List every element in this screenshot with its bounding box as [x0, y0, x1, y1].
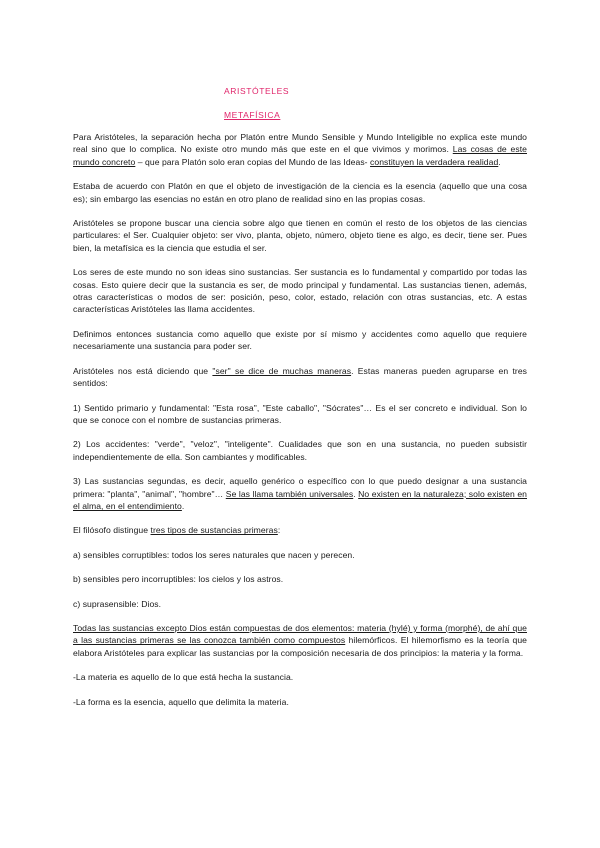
text-segment: 1) Sentido primario y fundamental: "Esta rosa", "Este caballo", "Sócrates"… Es el ser concreto e individual. Son lo que se conoce con el nombre de sustancias primeras. [73, 402, 527, 425]
underlined-text: No existen en la naturaleza; solo existen en el alma, en el entendimiento [73, 488, 527, 511]
text-segment: Aristóteles nos está diciendo que [73, 365, 213, 376]
text-segment: . Estas maneras pueden agruparse en tres sentidos: [73, 365, 527, 389]
text-segment: Definimos entonces sustancia como aquello que existe por sí mismo y accidentes como aquello que requiere necesariamente una sustancia para poder ser. [73, 328, 527, 352]
document-title: ARISTÓTELES [224, 86, 290, 96]
text-segment: : [277, 525, 281, 536]
text-segment: Para Aristóteles, la separación hecha por Platón entre Mundo Sensible y Mundo Inteligible no explica este mundo real sino que lo complica. No existe otro mundo más que este en el que vivimos y morimos. [73, 132, 527, 155]
text-segment: Estaba de acuerdo con Platón en que el objeto de investigación de la ciencia es la esencia (aquello que una cosa es); sin embargo las esencias no están en otro plano de realidad sino en las propias cosas. [73, 181, 527, 204]
underlined-text: Las cosas de este mundo concreto [73, 144, 527, 167]
text-segment: 3) Las sustancias segundas, es decir, aquello genérico o específico con lo que puedo designar a una sustancia primera: "planta", "animal", "hombre"… [73, 476, 527, 499]
paragraph [73, 524, 527, 536]
paragraph [73, 266, 527, 316]
text-segment: – que para Platón solo eran copias del Mundo de las Ideas- [135, 156, 371, 167]
paragraph [73, 622, 527, 659]
underlined-text: "ser" se dice de muchas maneras [212, 365, 352, 376]
text-segment: c) suprasensible: Dios. [73, 598, 162, 609]
underlined-text: constituyen la verdadera realidad [370, 156, 499, 167]
underlined-text: Todas las sustancias excepto Dios están compuestas de dos elementos: materia (hylé) y forma (morphé), de ahí que a las sustancias primeras se las conozca también como compuestos [73, 622, 527, 646]
underlined-text: Se las llama también universales [225, 488, 354, 499]
text-segment: -La materia es aquello de lo que está hecha la sustancia. [73, 672, 294, 683]
text-segment: b) sensibles pero incorruptibles: los cielos y los astros. [73, 574, 284, 585]
text-segment: a) sensibles corruptibles: todos los seres naturales que nacen y perecen. [73, 549, 355, 560]
text-segment: 2) Los accidentes: "verde", "veloz", "inteligente". Cualidades que son en una sustancia, no pueden subsistir independientemente de ella. Son cambiantes y modificables. [73, 439, 527, 462]
text-segment: . [498, 156, 501, 167]
paragraph [73, 696, 527, 708]
text-segment: Aristóteles se propone buscar una ciencia sobre algo que tienen en común el resto de los objetos de las ciencias particulares: el Ser. Cualquier objeto: ser vivo, planta, objeto, número, objeto tiene es algo, es decir, tiene ser. Pues bien, la metafísica es la ciencia que estudia el ser. [73, 218, 527, 253]
paragraph [73, 180, 527, 205]
document-subtitle: METAFÍSICA [224, 110, 281, 120]
paragraph [73, 598, 527, 610]
paragraph [73, 573, 527, 585]
paragraph [73, 402, 527, 427]
text-segment: hilemórficos. El hilemorfismo es la teoría que elabora Aristóteles para explicar las sustancias por la composición necesaria de dos principios: la materia y la forma. [73, 635, 527, 658]
text-segment: El filósofo distingue [73, 525, 151, 536]
paragraph [73, 549, 527, 561]
text-segment: . [181, 500, 185, 511]
paragraph [73, 671, 527, 683]
paragraph [73, 328, 527, 353]
paragraph [73, 217, 527, 254]
paragraph [73, 131, 527, 168]
underlined-text: tres tipos de sustancias primeras [150, 525, 278, 536]
paragraph [73, 438, 527, 463]
paragraph [73, 475, 527, 512]
text-segment: Los seres de este mundo no son ideas sino sustancias. Ser sustancia es lo fundamental y compartido por todas las cosas. Esto quiere decir que la sustancia es ser, de modo principal y fundamental. Las sustancias tienen, además, otras características o modos de ser: posición, peso, color, estado, relación con otras sustancias, etc. A estas características Aristóteles las llama accidentes. [73, 267, 527, 315]
text-segment: . [353, 488, 359, 499]
document-body [73, 131, 527, 720]
text-segment: -La forma es la esencia, aquello que delimita la materia. [73, 696, 289, 707]
paragraph [73, 365, 527, 390]
